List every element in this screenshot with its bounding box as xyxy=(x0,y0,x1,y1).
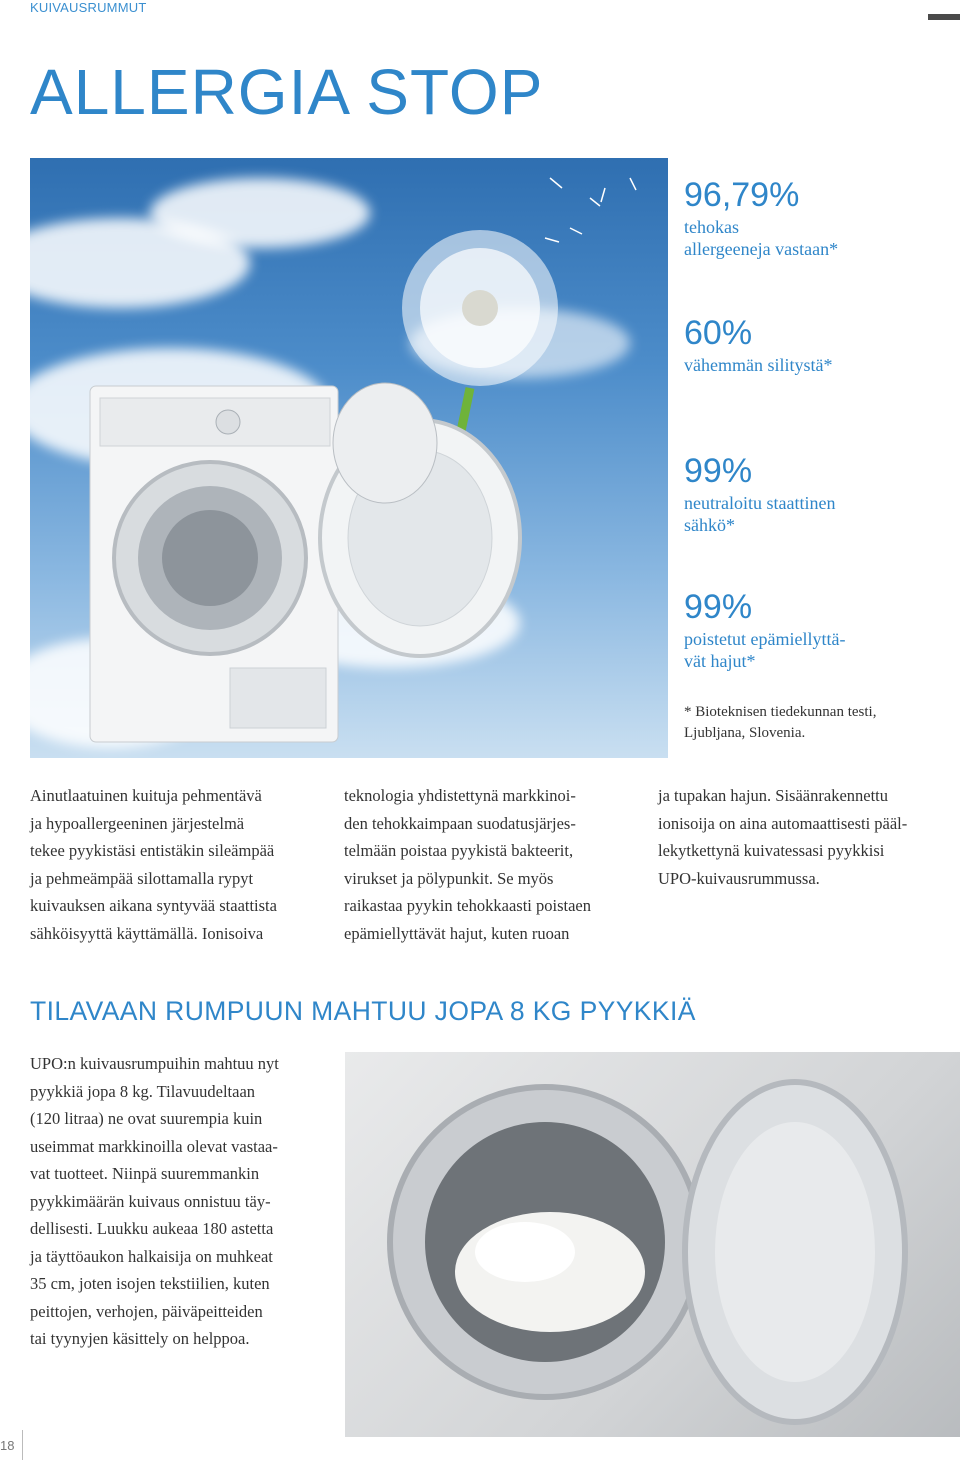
stat-desc: tehokas allergeeneja vastaan* xyxy=(684,217,839,259)
corner-bar xyxy=(928,14,960,20)
stat-static xyxy=(684,454,835,536)
page-rule xyxy=(22,1430,23,1460)
dandelion-icon xyxy=(402,230,558,386)
stat-desc: neutraloitu staattinen sähkö* xyxy=(684,493,836,535)
stats-panel xyxy=(668,158,960,758)
stat-desc: poistetut epämiellyttä- vät hajut* xyxy=(684,629,846,671)
stat-value: 99% xyxy=(684,452,753,490)
intro-column-1: Ainutlaatuinen kuituja pehmentävä ja hypoallergeeninen järjestelmä tekee pyykistäsi entistäkin sileämpää ja pehmeämpää silottamalla rypyt kuivauksen aikana syntyvää staattista sähköisyyttä käyttämällä. Ionisoiva xyxy=(30,786,277,943)
section2-body: UPO:n kuivausrumpuihin mahtuu nyt pyykkiä jopa 8 kg. Tilavuudeltaan (120 litraa) ne ovat suurempia kuin useimmat markkinoilla olevat vastaa- vat tuotteet. Niinpä suuremmankin pyykkimäärän kuivaus onnistuu täy- dellisesti. Luukku aukeaa 180 astetta ja täyttöaukon halkaisija on muhkeat 35 cm, joten isojen tekstiilien, kuten peittojen, verhojen, päiväpeitteiden tai tyynyjen käsittely on helppoa. xyxy=(30,1054,279,1348)
hero-image xyxy=(30,158,750,758)
stat-allergen xyxy=(684,178,838,260)
section-label: KUIVAUSRUMMUT xyxy=(30,0,147,15)
section-title: TILAVAAN RUMPUUN MAHTUU JOPA 8 KG PYYKKIÄ xyxy=(30,996,696,1026)
footnote: * Bioteknisen tiedekunnan testi, Ljubljana, Slovenia. xyxy=(684,704,877,741)
stat-value: 99% xyxy=(684,588,753,626)
stat-value: 60% xyxy=(684,314,753,352)
page-number: 18 xyxy=(0,1438,15,1453)
stat-odours xyxy=(684,590,845,672)
page-title: ALLERGIA STOP xyxy=(30,56,544,128)
stat-desc: vähemmän silitystä* xyxy=(684,355,833,375)
dryer-illustration xyxy=(30,158,750,758)
stat-value: 96,79% xyxy=(684,176,800,214)
stat-ironing xyxy=(684,316,832,376)
dryer-photo xyxy=(345,1052,960,1437)
intro-column-2: teknologia yhdistettynä markkinoi- den tehokkaimpaan suodatusjärjes- telmään poistaa pyykistä bakteerit, virukset ja pölypunkit. Se myös raikastaa pyykin tehokkaasti poistaen epämiellyttävät hajut, kuten ruoan xyxy=(344,786,591,943)
intro-column-3: ja tupakan hajun. Sisäänrakennettu ionisoija on aina automaattisesti pääl- lekytkettynä kuivatessasi pyykkisi UPO-kuivausrummussa. xyxy=(658,786,908,888)
